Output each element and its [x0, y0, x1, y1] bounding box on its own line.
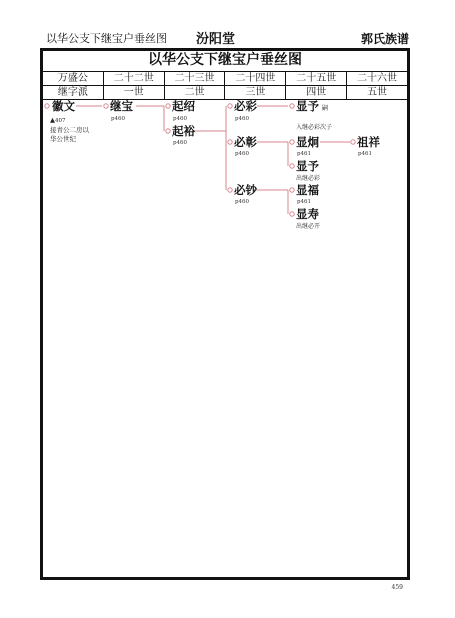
gen-cell: 万盛公 — [43, 72, 104, 86]
triangle-icon: ▲ — [50, 116, 55, 124]
gen-cell: 二世 — [164, 86, 225, 100]
node-dot — [290, 164, 294, 168]
node-dot — [228, 104, 232, 108]
person-xianyu-note: 出继必彩 — [296, 175, 321, 182]
node-dot — [104, 104, 108, 108]
person-xianfu-name: 显福 — [296, 183, 319, 197]
person-huiwen-ref — [50, 116, 66, 126]
gen-cell: 继字派 — [43, 86, 104, 100]
gen-cell: 四世 — [286, 86, 347, 100]
person-zuxiang-ref: p461 — [358, 151, 373, 157]
person-bicai-ref: p460 — [235, 116, 250, 122]
gen-cell: 二十六世 — [347, 72, 408, 86]
person-qiyu-ref: p460 — [173, 140, 188, 146]
node-dot — [166, 104, 170, 108]
header-center-text: 汾阳堂 — [196, 32, 236, 47]
gen-cell: 二十二世 — [103, 72, 164, 86]
gen-cell: 一世 — [103, 86, 164, 100]
person-bizhang-ref: p460 — [235, 151, 250, 157]
person-xianyu-adopted-label: 显予 — [296, 99, 319, 113]
person-xianshou-note: 出继必开 — [296, 223, 321, 230]
person-qishao-ref: p460 — [173, 116, 188, 122]
gen-cell: 二十三世 — [164, 72, 225, 86]
gen-cell: 五世 — [347, 86, 408, 100]
person-huiwen-note-1: 接青公二房以 — [50, 126, 89, 134]
person-xianyu-adopted-note: 入继必彩次子 — [296, 124, 333, 131]
node-dot — [290, 104, 294, 108]
gen-cell: 二十四世 — [225, 72, 286, 86]
gen-cell: 二十五世 — [286, 72, 347, 86]
adopted-tag: 嗣 — [322, 105, 329, 112]
person-bichao-ref: p460 — [235, 199, 250, 205]
person-xianshou-name: 显寿 — [296, 207, 319, 221]
node-dot — [290, 140, 294, 144]
node-dot — [228, 140, 232, 144]
person-bicai-name: 必彩 — [234, 99, 257, 113]
person-zuxiang-name: 祖祥 — [357, 135, 380, 149]
person-huiwen-note-2: 华公世纪 — [50, 135, 76, 143]
node-dot — [290, 188, 294, 192]
node-dot — [290, 212, 294, 216]
node-dot — [351, 140, 355, 144]
person-bichao-name: 必钞 — [234, 183, 257, 197]
person-jibao-ref: p460 — [111, 116, 126, 122]
person-xianyu-name: 显予 — [296, 159, 319, 173]
gen-cell: 三世 — [225, 86, 286, 100]
header-left-text: 以华公支下继宝户垂丝图 — [46, 32, 167, 45]
node-dot — [166, 129, 170, 133]
person-huiwen-refnum: 407 — [55, 118, 66, 124]
person-xianjiong-name: 显炯 — [296, 135, 319, 149]
document-title: 以华公支下继宝户垂丝图 — [148, 52, 302, 68]
person-jibao-name: 继宝 — [110, 99, 133, 113]
person-qishao-name: 起绍 — [172, 99, 195, 113]
person-xianjiong-ref: p461 — [297, 151, 312, 157]
person-bizhang-name: 必彰 — [234, 135, 257, 149]
person-xianfu-ref: p461 — [297, 199, 312, 205]
person-qiyu-name: 起裕 — [172, 124, 195, 138]
node-dot — [45, 104, 49, 108]
person-huiwen-name: 徽文 — [52, 99, 75, 113]
node-dot — [228, 188, 232, 192]
page-number: 459 — [391, 584, 403, 591]
person-xianyu-adopted-name — [296, 99, 328, 116]
header-right-text: 郭氏族谱 — [360, 32, 409, 46]
